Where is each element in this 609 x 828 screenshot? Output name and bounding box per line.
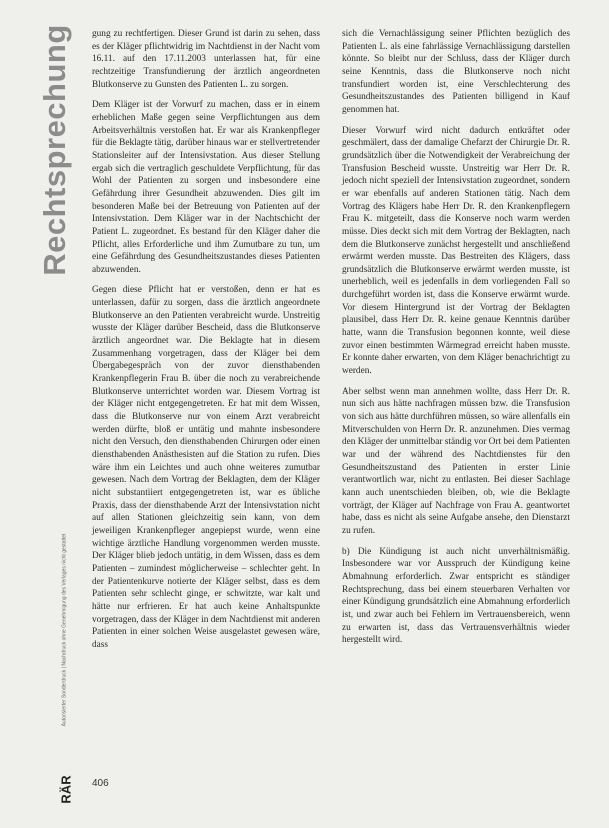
paragraph: Gegen diese Pflicht hat er verstoßen, denn er hat es unterlassen, dafür zu sorgen, dass die ärztlich angeordnete Blutkonserve an den Patienten verabreicht wurde. Unstreitig wusste der Kläger darüber Bescheid, dass die Blutkonserve ärztlich angeordnet war. Die Beklagte hat in diesem Zusammenhang vorgetragen, dass der Kläger bei dem Übergabegespräch von der zuvor diensthabenden Krankenpflegerin Frau B. über die noch zu verabreichende Blutkonserve unterrichtet worden war. Diesem Vortrag ist der Kläger nicht entgegengetreten. Er hat mit dem Wissen, dass die Blutkonserve nur von einem Arzt verabreicht werden dürfte, bloß er untätig und mahnte insbesondere nicht den Versuch, den diensthabenden Chirurgen oder einen diensthabenden Anästhesisten auf die Station zu rufen. Dies wäre ihm ein Leichtes und auch ohne weiteres zumutbar gewesen. Nach dem Vortrag der Beklagten, dem der Kläger nicht substantiiert entgegengetreten ist, war es übliche Praxis, dass der diensthabende Arzt der Intensivstation nicht auf allen Stationen gleichzeitig sein kann, von dem jeweiligen Krankenpfleger angepiepst wurde, wenn eine wichtige ärztliche Handlung vorgenommen werden musste. Der Kläger blieb jedoch untätig, in dem Wissen, dass es dem Patienten – zumindest möglicherweise – schlechter geht. In der Patientenkurve notierte der Kläger selbst, dass es dem Patienten sehr schlecht ginge, er schwitzte, war kalt und hätte nur erfrieren. Er hat auch keine Anhaltspunkte vorgetragen, dass der Kläger in dem Nachtdienst mit anderen Patienten in einer solchen Weise ausgelastet gewesen wäre, dass <box>92 285 320 650</box>
section-label: Rechtsprechung <box>37 24 73 276</box>
right-column <box>342 28 570 655</box>
paragraph: Dem Kläger ist der Vorwurf zu machen, dass er in einem erheblichen Maße gegen seine Verpflichtungen aus dem Arbeitsverhältnis verstoßen hat. Er war als Krankenpfleger für die Beklagte tätig, darüber hinaus war er stellvertretender Stationsleiter auf der Intensivstation. Aus dieser Stellung ergab sich die vertraglich geschuldete Verpflichtung, für das Wohl der Patienten zu sorgen und insbesondere eine Gefährdung ihrer Gesundheit abzuwenden. Dies gilt im besonderen Maße bei der Betreuung von Patienten auf der Intensivstation. Dem Kläger war in der Nachtschicht der Patient L. zugeordnet. Es bestand für den Kläger daher die Pflicht, alles Erforderliche und ihm Zumutbare zu tun, um eine Gefährdung des Gesundheitszustandes dieses Patienten abzuwenden. <box>92 100 320 275</box>
page-number: 406 <box>92 778 109 789</box>
margin-note: Autorisierter Sonderdruck | Nachdruck ohne Genehmigung des Verlages nicht gestattet <box>61 533 67 727</box>
left-column <box>92 28 320 660</box>
paragraph: gung zu rechtfertigen. Dieser Grund ist darin zu sehen, dass es der Kläger pflichtwidrig im Nachtdienst in der Nacht vom 16.11. auf den 17.11.2003 unterlassen hat, für eine rechtzeitige Transfundierung der ärztlich angeordneten Blutkonserve zu Gunsten des Patienten L. zu sorgen. <box>92 29 320 90</box>
paragraph: Dieser Vorwurf wird nicht dadurch entkräftet oder geschmälert, dass der damalige Chefarzt der Chirurgie Dr. R. grundsätzlich über die Notwendigkeit der Verabreichung der Transfusion Bescheid wusste. Unstreitig war Herr Dr. R. jedoch nicht speziell der Intensivstation zugeordnet, sondern er war ebenfalls auf anderen Stationen tätig. Nach dem Vortrag des Klägers habe Herr Dr. R. den Krankenpflegern Frau K. mitgeteilt, dass die Konserve noch warm werden müsse. Dies deckt sich mit dem Vortrag der Beklagten, nach dem die Blutkonserve zunächst hergestellt und anschließend erwärmt werden musste. Das Bestreiten des Klägers, dass grundsätzlich die Blutkonserve erwärmt werden musste, ist unerheblich, weil es jedenfalls in dem vorliegenden Fall so durchgeführt worden ist, dass die Konserve erwärmt wurde. Vor diesem Hintergrund ist der Vortrag der Beklagten plausibel, dass Herr Dr. R. keine genaue Kenntnis darüber hatte, wann die Transfusion begonnen konnte, weil diese zuvor einen bestimmten Wärmegrad erreicht haben musste. Er konnte daher erwarten, von dem Kläger benachrichtigt zu werden. <box>342 125 570 377</box>
paragraph: b) Die Kündigung ist auch nicht unverhältnismäßig. Insbesondere war vor Ausspruch der Kündigung keine Abmahnung erforderlich. Zwar entspricht es ständiger Rechtsprechung, dass bei einem steuerbaren Verhalten vor einer Kündigung grundsätzlich eine Abmahnung erforderlich ist, und zwar auch bei Fehlern im Vertrauensbereich, wenn zu erwarten ist, dass das Vertrauensverhältnis wieder hergestellt wird. <box>342 546 570 646</box>
journal-logo: RÄR <box>58 774 74 804</box>
paragraph: sich die Vernachlässigung seiner Pflichten bezüglich des Patienten L. als eine fahrlässige Vernachlässigung darstellen könnte. So bleibt nur der Schluss, dass der Kläger durch seine Kenntnis, dass die Blutkonserve noch nicht transfundiert worden ist, eine Verschlechterung des Gesundheitszustandes des Patienten billigend in Kauf genommen hat. <box>342 29 570 115</box>
paragraph: Aber selbst wenn man annehmen wollte, dass Herr Dr. R. nun sich aus hätte nachfragen müssen bzw. die Transfusion von sich aus hätte durchführen müssen, so wäre allenfalls ein Mitverschulden von Herrn Dr. R. anzunehmen. Dies vermag den Kläger der unmittelbar ständig vor Ort bei dem Patienten war und der während des Nachtdienstes für den Gesundheitszustand des Patienten in erster Linie verantwortlich war, nicht zu entlasten. Bei dieser Sachlage kann auch unentschieden bleiben, ob, wie die Beklagte vorträgt, der Kläger auf Nachfrage von Frau A. geantwortet habe, dass es nicht als seine Aufgabe ansehe, den Dienstarzt zu rufen. <box>342 386 570 536</box>
